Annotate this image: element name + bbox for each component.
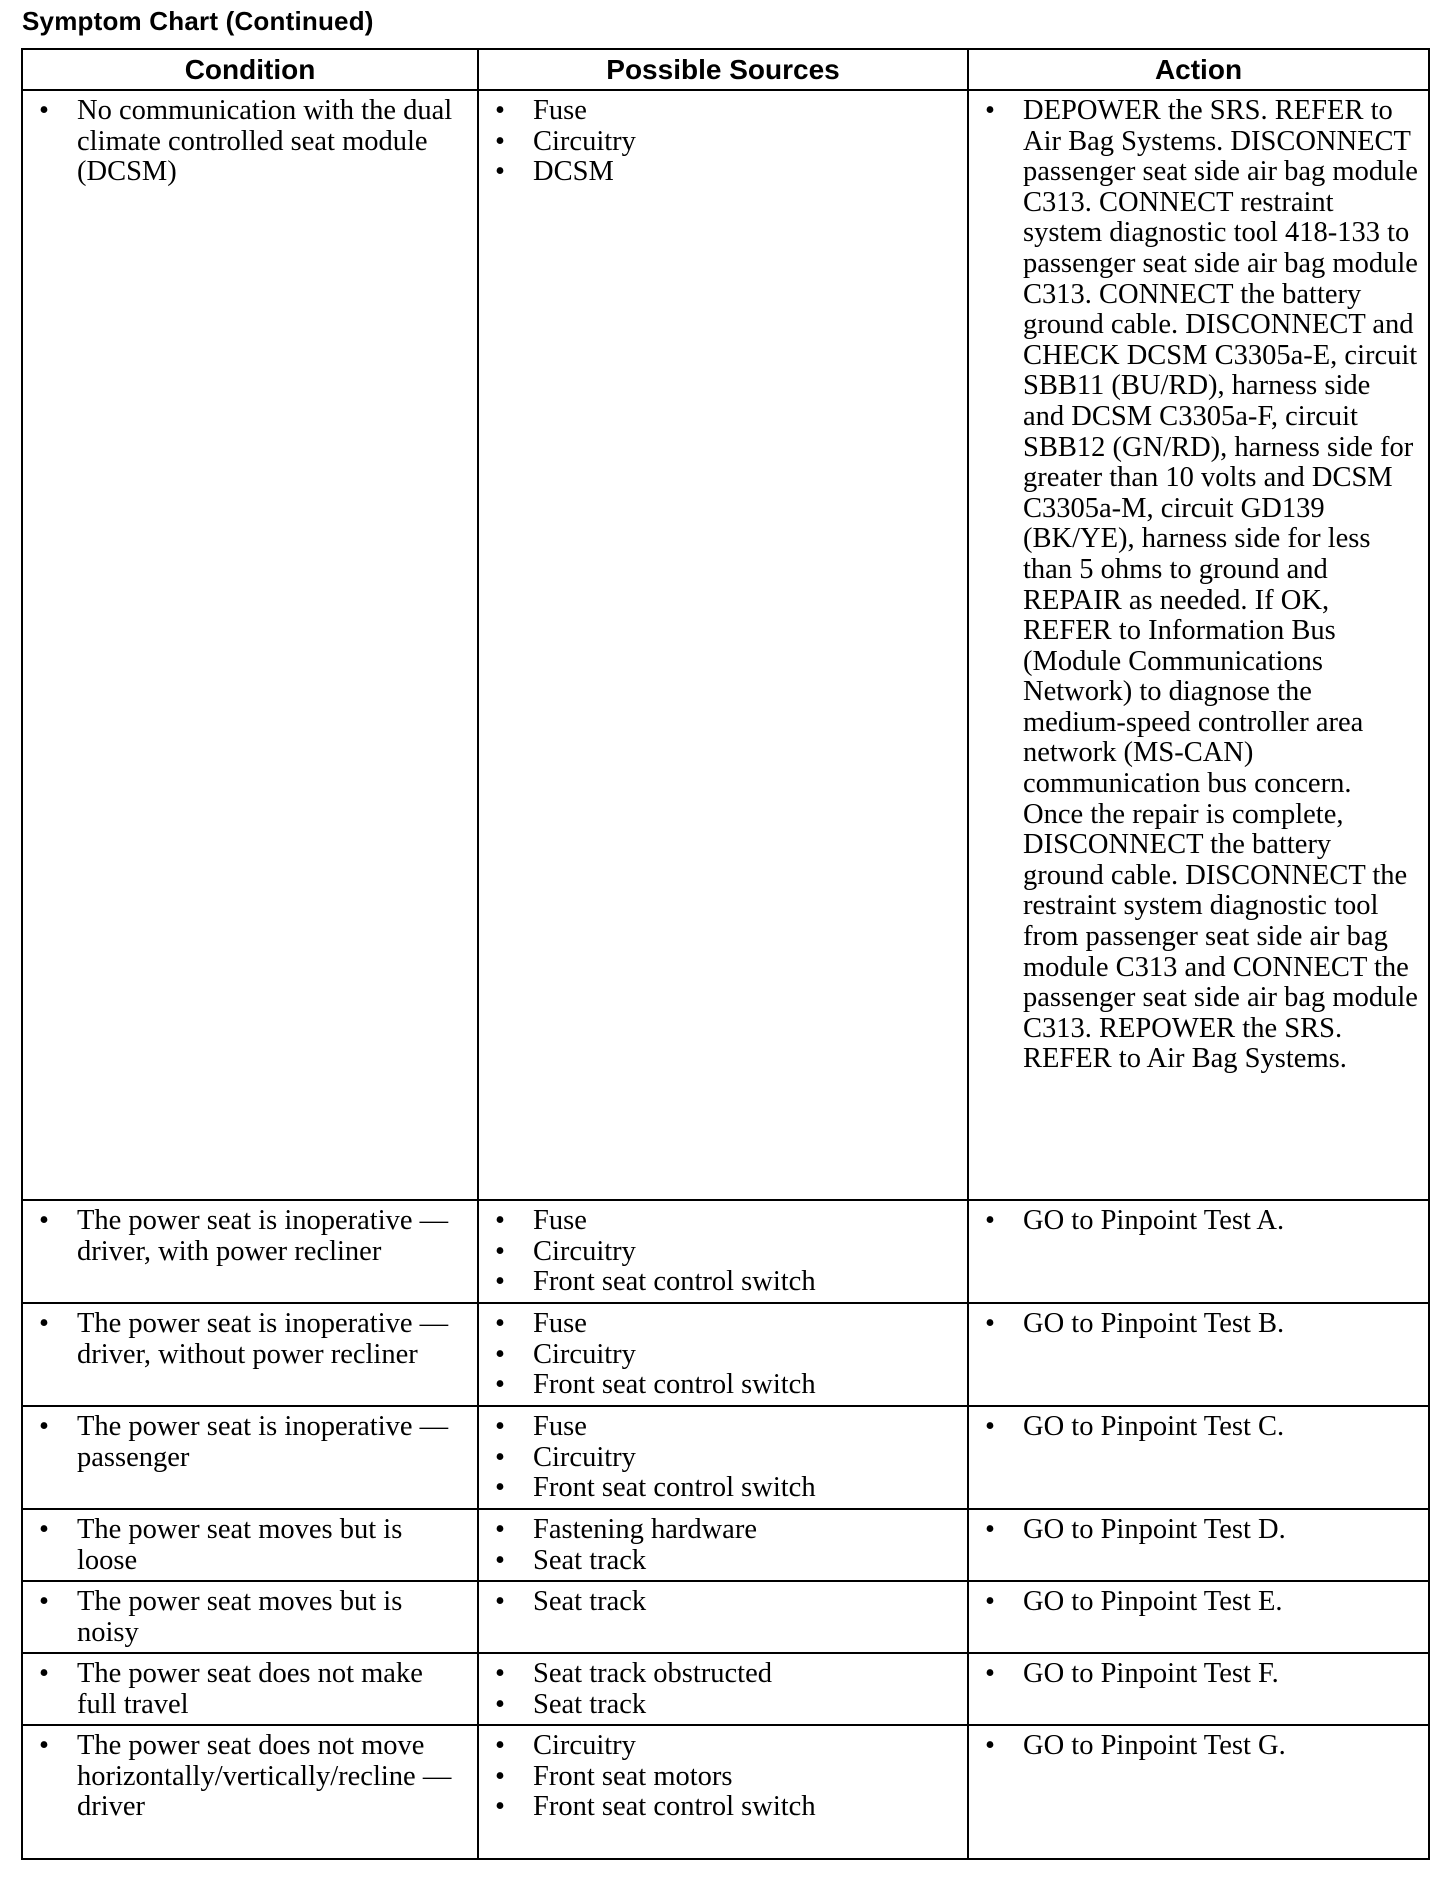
header-condition: Condition — [22, 49, 478, 90]
sources-cell — [478, 1725, 968, 1859]
source-item: • Seat track — [493, 1587, 957, 1618]
action-cell — [968, 1653, 1429, 1725]
condition-cell — [22, 1653, 478, 1725]
source-item: • Fastening hardware — [493, 1515, 957, 1546]
table-row — [22, 1653, 1429, 1725]
action-cell — [968, 1303, 1429, 1406]
table-row — [22, 1509, 1429, 1581]
sources-cell — [478, 90, 968, 1200]
action-text: • GO to Pinpoint Test E. — [983, 1587, 1418, 1618]
table-row — [22, 90, 1429, 1200]
condition-cell — [22, 1581, 478, 1653]
header-possible-sources: Possible Sources — [478, 49, 968, 90]
action-cell — [968, 1509, 1429, 1581]
source-item: • DCSM — [493, 157, 957, 188]
condition-text: • The power seat is inoperative — driver, with power recliner — [37, 1206, 467, 1267]
action-text: • GO to Pinpoint Test G. — [983, 1731, 1418, 1762]
condition-cell — [22, 1303, 478, 1406]
condition-cell — [22, 1406, 478, 1509]
action-cell — [968, 90, 1429, 1200]
source-item: • Front seat control switch — [493, 1792, 957, 1823]
table-row — [22, 1725, 1429, 1859]
table-header-row — [22, 49, 1429, 90]
action-cell — [968, 1581, 1429, 1653]
table-row — [22, 1200, 1429, 1303]
sources-cell — [478, 1653, 968, 1725]
condition-text: • The power seat does not make full travel — [37, 1659, 467, 1720]
source-item: • Fuse — [493, 1412, 957, 1443]
condition-cell — [22, 90, 478, 1200]
condition-text: • The power seat is inoperative — passenger — [37, 1412, 467, 1473]
action-cell — [968, 1725, 1429, 1859]
source-item: • Seat track — [493, 1546, 957, 1577]
source-item: • Front seat control switch — [493, 1267, 957, 1298]
symptom-chart-table — [21, 48, 1430, 1860]
source-item: • Fuse — [493, 1309, 957, 1340]
condition-text: • The power seat does not move horizontally/vertically/recline — driver — [37, 1731, 467, 1823]
sources-cell — [478, 1303, 968, 1406]
action-cell — [968, 1406, 1429, 1509]
condition-cell — [22, 1725, 478, 1859]
source-item: • Front seat control switch — [493, 1370, 957, 1401]
source-item: • Front seat motors — [493, 1762, 957, 1793]
source-item: • Fuse — [493, 96, 957, 127]
condition-text: • No communication with the dual climate controlled seat module (DCSM) — [37, 96, 467, 188]
condition-text: • The power seat moves but is loose — [37, 1515, 467, 1576]
sources-cell — [478, 1509, 968, 1581]
action-text: • GO to Pinpoint Test F. — [983, 1659, 1418, 1690]
action-text: • GO to Pinpoint Test C. — [983, 1412, 1418, 1443]
action-text: • GO to Pinpoint Test D. — [983, 1515, 1418, 1546]
source-item: • Circuitry — [493, 1340, 957, 1371]
table-row — [22, 1406, 1429, 1509]
header-action: Action — [968, 49, 1429, 90]
sources-cell — [478, 1406, 968, 1509]
action-text: • GO to Pinpoint Test B. — [983, 1309, 1418, 1340]
sources-cell — [478, 1200, 968, 1303]
source-item: • Seat track — [493, 1690, 957, 1721]
source-item: • Seat track obstructed — [493, 1659, 957, 1690]
source-item: • Circuitry — [493, 1237, 957, 1268]
condition-cell — [22, 1200, 478, 1303]
source-item: • Circuitry — [493, 1443, 957, 1474]
action-text: • DEPOWER the SRS. REFER to Air Bag Systems. DISCONNECT passenger seat side air bag module C313. CONNECT restraint system diagnostic tool 418-133 to passenger seat side air bag module C313. CONNECT the battery ground cable. DISCONNECT and CHECK DCSM C3305a-E, circuit SBB11 (BU/RD), harness side and DCSM C3305a-F, circuit SBB12 (GN/RD), harness side for greater than 10 volts and DCSM C3305a-M, circuit GD139 (BK/YE), harness side for less than 5 ohms to ground and REPAIR as needed. If OK, REFER to Information Bus (Module Communications Network) to diagnose the medium-speed controller area network (MS-CAN) communication bus concern. Once the repair is complete, DISCONNECT the battery ground cable. DISCONNECT the restraint system diagnostic tool from passenger seat side air bag module C313 and CONNECT the passenger seat side air bag module C313. REPOWER the SRS. REFER to Air Bag Systems. — [983, 96, 1418, 1075]
page-title: Symptom Chart (Continued) — [22, 6, 374, 36]
action-text: • GO to Pinpoint Test A. — [983, 1206, 1418, 1237]
source-item: • Circuitry — [493, 1731, 957, 1762]
condition-cell — [22, 1509, 478, 1581]
condition-text: • The power seat is inoperative — driver, without power recliner — [37, 1309, 467, 1370]
action-cell — [968, 1200, 1429, 1303]
source-item: • Circuitry — [493, 127, 957, 158]
source-item: • Front seat control switch — [493, 1473, 957, 1504]
source-item: • Fuse — [493, 1206, 957, 1237]
table-row — [22, 1303, 1429, 1406]
condition-text: • The power seat moves but is noisy — [37, 1587, 467, 1648]
table-row — [22, 1581, 1429, 1653]
sources-cell — [478, 1581, 968, 1653]
